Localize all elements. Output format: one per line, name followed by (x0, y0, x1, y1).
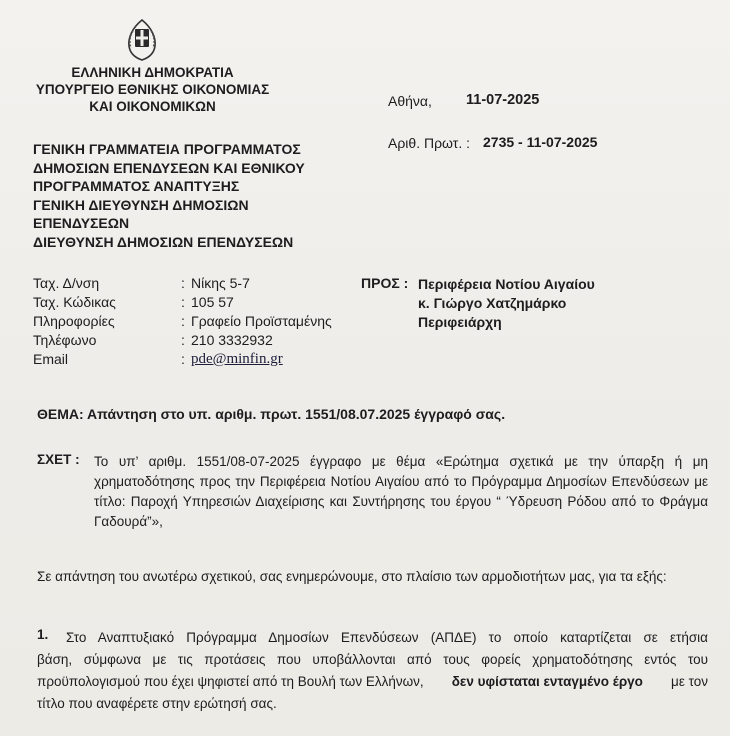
email-link[interactable]: pde@minfin.gr (191, 351, 283, 367)
item-line-end: με τον (671, 674, 708, 689)
contact-info (33, 275, 332, 370)
ministry-line-2: ΚΑΙ ΟΙΚΟΝΟΜΙΚΩΝ (89, 99, 216, 114)
contact-label: Τηλέφωνο (33, 332, 97, 348)
item-paragraph (37, 627, 708, 715)
dept-line: ΓΕΝΙΚΗ ΔΙΕΥΘΥΝΣΗ ΔΗΜΟΣΙΩΝ (33, 196, 249, 213)
contact-value: 105 57 (191, 294, 234, 310)
colon: : (181, 275, 185, 291)
colon: : (181, 294, 185, 310)
item-line: βάση, σύμφωνα με τις προτάσεις που υποβάλλονται από τους φορείς χρηματοδότησης εντός του (37, 652, 708, 667)
greek-coat-of-arms-icon (120, 18, 164, 62)
contact-value: Νίκης 5-7 (191, 275, 250, 291)
contact-label: Ταχ. Δ/νση (33, 275, 100, 291)
protocol-value: 2735 - 11-07-2025 (483, 134, 598, 150)
contact-label: Ταχ. Κώδικας (33, 294, 116, 310)
item-line: Στο Αναπτυξιακό Πρόγραμμα Δημοσίων Επενδύσεων (ΑΠΔΕ) το οποίο καταρτίζεται σε ετήσια (66, 630, 708, 645)
item-line-start: προϋπολογισμού που έχει ψηφιστεί από τη Βουλή των Ελλήνων, (37, 674, 424, 689)
date-value: 11-07-2025 (466, 92, 540, 108)
contact-row (33, 351, 332, 370)
colon: : (181, 313, 185, 329)
ministry-line-1: ΥΠΟΥΡΓΕΙΟ ΕΘΝΙΚΗΣ ΟΙΚΟΝΟΜΙΑΣ (35, 82, 270, 97)
reference-label: ΣΧΕΤ : (37, 452, 80, 467)
recipient-block (418, 275, 595, 332)
contact-row (33, 275, 332, 294)
recipient-line: Περιφειάρχη (418, 314, 502, 330)
department-block (33, 140, 305, 251)
colon: : (181, 351, 185, 367)
contact-value: 210 3332932 (191, 332, 273, 348)
dept-line: ΠΡΟΓΡΑΜΜΑΤΟΣ ΑΝΑΠΤΥΞΗΣ (33, 178, 240, 194)
recipient-line: κ. Γιώργο Χατζημάρκο (418, 295, 567, 311)
recipient-line: Περιφέρεια Νοτίου Αιγαίου (418, 276, 595, 292)
item-line (37, 671, 708, 693)
colon: : (181, 332, 185, 348)
reference-text: Το υπ’ αριθμ. 1551/08-07-2025 έγγραφο με θέμα «Ερώτημα σχετικά με την ύπαρξη ή μη χρηματοδότησης προς την Περιφέρεια Νοτίου Αιγαίου από το Πρόγραμμα Δημοσίων Επενδύσεων με τίτλο: Παροχή Υπηρεσιών Διαχείρισης και Συντήρησης του έργου “ Ύδρευση Ρόδου από το Φράγμα Γαδουρά”», (94, 454, 708, 529)
dept-line: ΓΕΝΙΚΗ ΓΡΑΜΜΑΤΕΙΑ ΠΡΟΓΡΑΜΜΑΤΟΣ (33, 141, 301, 157)
recipient-label: ΠΡΟΣ : (361, 275, 409, 291)
item-number: 1. (37, 627, 49, 642)
contact-label: Πληροφορίες (33, 313, 115, 329)
dept-line: ΔΗΜΟΣΙΩΝ ΕΠΕΝΔΥΣΕΩΝ ΚΑΙ ΕΘΝΙΚΟΥ (33, 159, 305, 176)
contact-row (33, 294, 332, 313)
header-block (25, 64, 280, 115)
contact-row (33, 332, 332, 351)
item-line-bold: δεν υφίσταται ενταγμένο έργο (451, 674, 643, 689)
contact-value: Γραφείο Προϊσταμένης (191, 313, 332, 329)
dept-line: ΕΠΕΝΔΥΣΕΩΝ (33, 215, 130, 231)
item-line: τίτλο που αναφέρετε στην ερώτησή σας. (37, 696, 277, 711)
contact-label: Email (33, 351, 69, 367)
state-name: ΕΛΛΗΝΙΚΗ ΔΗΜΟΚΡΑΤΙΑ (71, 65, 234, 80)
dept-line: ΔΙΕΥΘΥΝΣΗ ΔΗΜΟΣΙΩΝ ΕΠΕΝΔΥΣΕΩΝ (33, 233, 294, 250)
subject-line: ΘΕΜΑ: Απάντηση στο υπ. αριθμ. πρωτ. 1551/08.07.2025 έγγραφό σας. (37, 406, 506, 422)
intro-paragraph: Σε απάντηση του ανωτέρω σχετικού, σας ενημερώνουμε, στο πλαίσιο των αρμοδιοτήτων μας, για τα εξής: (37, 569, 667, 584)
contact-row (33, 313, 332, 332)
protocol-label: Αριθ. Πρωτ. : (388, 135, 470, 151)
date-label: Αθήνα, (388, 93, 432, 109)
